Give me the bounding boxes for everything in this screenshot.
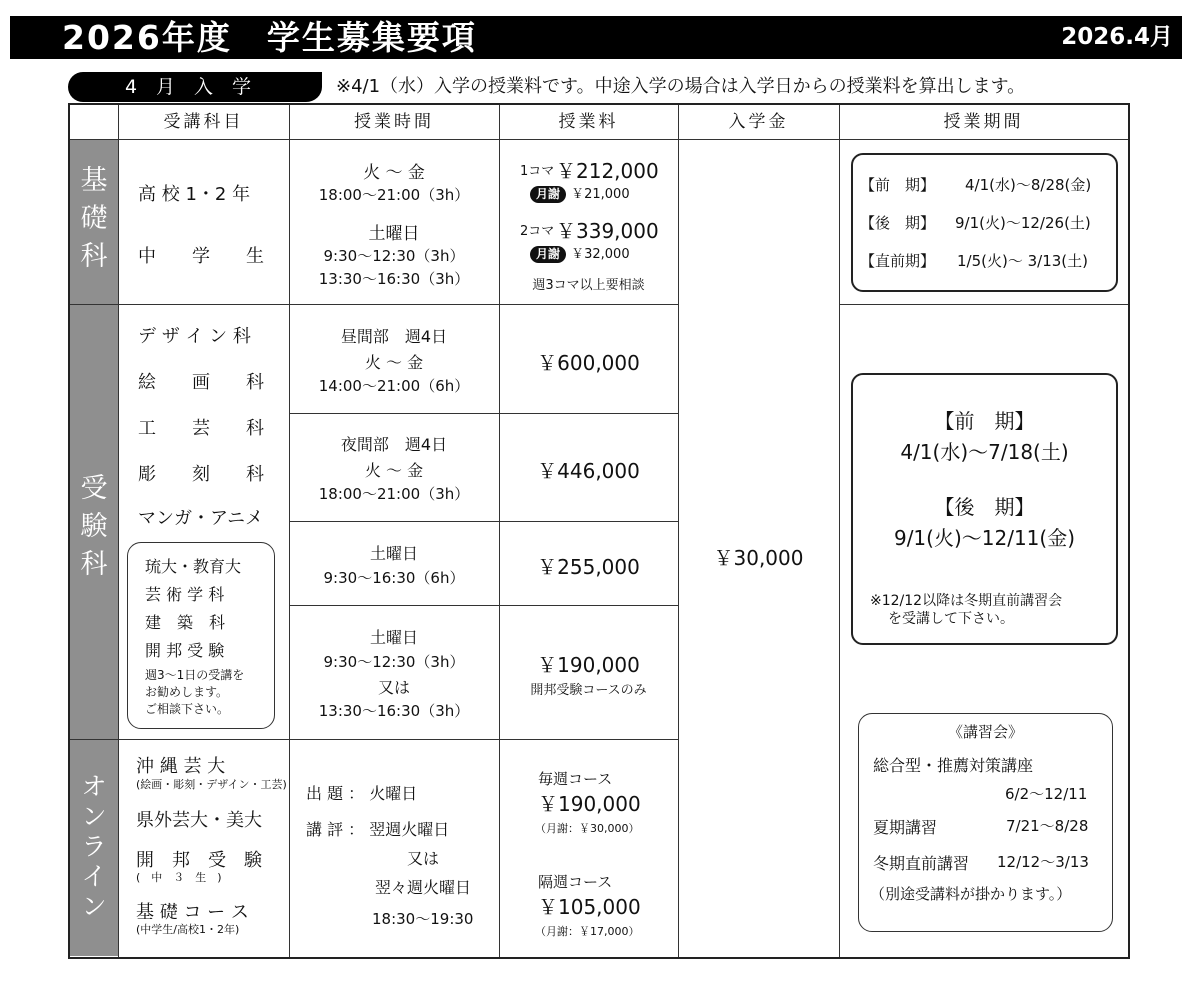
exam-price: ￥190,000	[537, 653, 640, 677]
basic-subject-junior: 中 学 生	[138, 246, 264, 267]
basic-period-value: 1/5(火)～ 3/13(土)	[957, 252, 1089, 270]
exam-boxed-note: お勧めします。	[145, 685, 229, 699]
exam-boxed-subject: 開 邦 受 験	[145, 641, 225, 660]
exam-time-line: 火 ～ 金	[364, 353, 424, 372]
category-char: ン	[81, 802, 107, 831]
basic-one-koma-price: ￥212,000	[556, 159, 659, 183]
online-time-review: 講 評 ： 翌週火曜日	[306, 820, 450, 839]
col-header-time: 授業時間	[354, 112, 434, 132]
online-subject: 県外芸大・美大	[136, 810, 262, 831]
exam-time-line: 9:30～12:30（3h）	[323, 653, 465, 671]
exam-time-line: 9:30～16:30（6h）	[323, 569, 465, 587]
col-header-period: 授業期間	[943, 112, 1024, 132]
seminar-title: 《講習会》	[947, 723, 1023, 741]
exam-time-line: 又は	[377, 678, 410, 697]
online-subject-sub: (中学生/高校1・2年)	[136, 923, 240, 936]
col-header-enrollment: 入学金	[728, 112, 789, 132]
category-char: 受	[80, 473, 108, 504]
basic-time-sat1: 9:30～12:30（3h）	[323, 247, 465, 265]
category-char: ン	[81, 892, 107, 921]
basic-period-value: 9/1(火)～12/26(土)	[955, 214, 1091, 232]
category-exam	[70, 305, 118, 739]
basic-one-koma-label: 1コマ	[520, 164, 555, 179]
category-basic	[70, 140, 118, 304]
grid-line	[70, 739, 678, 740]
category-char: オ	[81, 772, 107, 801]
exam-price: ￥255,000	[537, 555, 640, 579]
online-weekly-monthly: （月謝：￥30,000）	[535, 822, 640, 835]
exam-boxed-note: 週3～1日の受講を	[145, 668, 245, 682]
online-subject: 開 邦 受 験	[136, 850, 262, 871]
online-time-assign: 出 題 ： 火曜日	[306, 784, 418, 803]
seminar-note: （別途受講料が掛かります。）	[870, 885, 1072, 903]
online-biweekly-monthly: （月謝：￥17,000）	[535, 925, 640, 938]
basic-time-sat2: 13:30～16:30（3h）	[318, 270, 470, 288]
online-time-hours: 18:30～19:30	[372, 910, 474, 928]
exam-period-first-label: 【前 期】	[934, 409, 1035, 433]
online-subject: 基 礎 コ ー ス	[136, 902, 249, 923]
online-biweekly-label: 隔週コース	[538, 873, 613, 891]
grid-line	[499, 105, 500, 957]
exam-subject-crafts: 工 芸 科	[138, 418, 264, 439]
online-time-alt: 翌々週火曜日	[375, 878, 472, 897]
exam-subject-design: デ ザ イ ン 科	[138, 326, 251, 347]
page-title: 2026年度 学生募集要項	[62, 18, 477, 57]
exam-period-second-label: 【後 期】	[934, 495, 1035, 519]
exam-subject-manga: マンガ・アニメ	[138, 508, 264, 529]
exam-price: ￥446,000	[537, 459, 640, 483]
category-char: 験	[80, 511, 108, 542]
april-entry-label: 4 月 入 学	[124, 76, 252, 98]
exam-price: ￥600,000	[537, 351, 640, 375]
seminar-item: 総合型・推薦対策講座	[873, 756, 1034, 775]
seminar-item: 冬期直前講習	[873, 854, 970, 873]
exam-subject-painting: 絵 画 科	[138, 372, 264, 393]
grid-line	[289, 413, 678, 414]
enrollment-fee: ￥30,000	[713, 546, 804, 570]
exam-time-line: 土曜日	[369, 628, 418, 647]
category-char: 礎	[80, 203, 108, 234]
exam-time-line: 18:00～21:00（3h）	[318, 485, 470, 503]
category-online	[70, 740, 118, 956]
exam-boxed-note: ご相談下さい。	[145, 702, 230, 716]
april-entry-note: ※4/1（水）入学の授業料です。中途入学の場合は入学日からの授業料を算出します。	[336, 76, 1026, 97]
grid-line	[289, 521, 678, 522]
monthly-badge: 月謝	[530, 246, 566, 263]
online-weekly-price: ￥190,000	[538, 792, 641, 816]
exam-subject-sculpture: 彫 刻 科	[138, 464, 264, 485]
exam-period-note: ※12/12以降は冬期直前講習会	[870, 593, 1063, 609]
basic-two-monthly-row	[530, 243, 630, 263]
grid-line	[70, 139, 1128, 140]
online-time-or: 又は	[407, 849, 440, 868]
grid-line	[839, 304, 1128, 305]
basic-time-weekday-days: 火 ～ 金	[363, 163, 425, 183]
seminar-item: 夏期講習	[873, 818, 938, 837]
category-char: イ	[81, 862, 107, 891]
basic-time-weekday: 18:00～21:00（3h）	[318, 186, 470, 204]
basic-period-value: 4/1(水)～8/28(金)	[965, 176, 1092, 194]
online-subject: 沖 縄 芸 大	[136, 756, 226, 777]
online-weekly-label: 毎週コース	[538, 770, 613, 788]
exam-boxed-subject: 琉大・教育大	[145, 557, 242, 576]
exam-period-first-value: 4/1(水)～7/18(土)	[900, 440, 1069, 464]
basic-one-monthly-row	[530, 183, 630, 203]
seminar-dates: 6/2～12/11	[1005, 785, 1088, 803]
grid-line	[678, 105, 679, 957]
basic-tuition-note: 週3コマ以上要相談	[532, 278, 645, 293]
exam-boxed-subject: 芸 術 学 科	[145, 585, 225, 604]
exam-time-line: 火 ～ 金	[364, 461, 424, 480]
basic-two-koma-price: ￥339,000	[556, 219, 659, 243]
exam-boxed-subject: 建 築 科	[145, 613, 226, 632]
category-char: ラ	[81, 832, 107, 861]
online-subject-sub: (絵画・彫刻・デザイン・工芸)	[136, 778, 287, 791]
exam-price-note: 開邦受験コースのみ	[530, 683, 647, 698]
exam-period-note: を受講して下さい。	[888, 611, 1014, 627]
basic-subject-highschool: 高 校 1・2 年	[138, 184, 251, 205]
online-subject-sub: ( 中 ３ 生 )	[136, 871, 222, 884]
grid-line	[289, 605, 678, 606]
basic-two-monthly: ￥32,000	[571, 247, 630, 262]
issue-date: 2026.4月	[1061, 24, 1173, 50]
col-header-tuition: 授業料	[558, 112, 619, 132]
basic-period-label: 【前 期】	[860, 176, 936, 194]
online-biweekly-price: ￥105,000	[538, 895, 641, 919]
exam-time-line: 13:30～16:30（3h）	[318, 702, 470, 720]
exam-time-line: 昼間部 週4日	[340, 327, 448, 346]
category-char: 科	[80, 241, 108, 272]
basic-two-koma-label: 2コマ	[520, 224, 555, 239]
category-char: 科	[80, 549, 108, 580]
exam-time-line: 夜間部 週4日	[340, 435, 448, 454]
exam-period-second-value: 9/1(火)～12/11(金)	[893, 526, 1076, 550]
grid-line	[70, 304, 678, 305]
col-header-subject: 受講科目	[163, 112, 244, 132]
seminar-dates: 12/12～3/13	[997, 853, 1089, 871]
grid-line	[118, 105, 119, 957]
exam-time-line: 土曜日	[369, 544, 418, 563]
basic-period-label: 【後 期】	[860, 214, 936, 232]
basic-one-monthly: ￥21,000	[571, 187, 630, 202]
monthly-badge: 月謝	[530, 186, 566, 203]
category-char: 基	[80, 165, 108, 196]
seminar-dates: 7/21～8/28	[1006, 817, 1089, 835]
exam-time-line: 14:00～21:00（6h）	[318, 377, 470, 395]
basic-time-sat-label: 土曜日	[368, 224, 420, 244]
basic-period-label: 【直前期】	[860, 252, 936, 270]
grid-line	[839, 105, 840, 957]
